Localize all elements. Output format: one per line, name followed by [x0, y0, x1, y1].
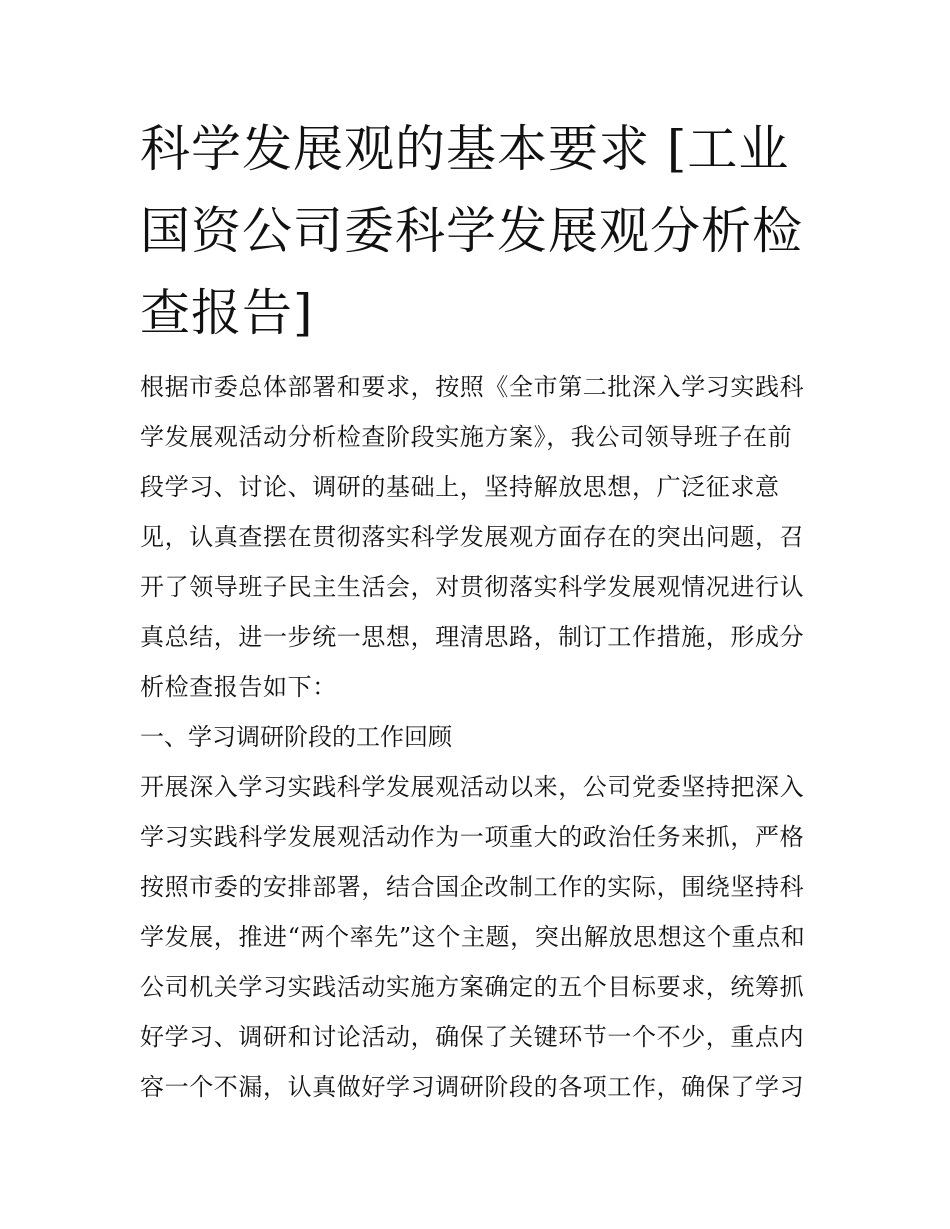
- paragraph-line: 学发展观活动分析检查阶段实施方案》，我公司领导班子在前: [140, 423, 793, 451]
- paragraph-line: 开了领导班子民主生活会，对贯彻落实科学发展观情况进行认: [140, 573, 805, 601]
- title-line: 科学发展观的基本要求 [工业: [140, 120, 790, 178]
- section-heading: 一、学习调研阶段的工作回顾: [140, 723, 452, 751]
- document-body: [140, 362, 812, 1112]
- paragraph-line: 好学习、调研和讨论活动，确保了关键环节一个不少，重点内: [140, 1023, 805, 1051]
- intro-paragraph: [140, 362, 812, 712]
- paragraph-line: 按照市委的安排部署，结合国企改制工作的实际，围绕坚持科: [140, 873, 805, 901]
- paragraph-line: 段学习、讨论、调研的基础上，坚持解放思想，广泛征求意: [140, 473, 780, 501]
- paragraph-line: 析检查报告如下：: [140, 673, 337, 701]
- paragraph-line: 学习实践科学发展观活动作为一项重大的政治任务来抓，严格: [140, 823, 805, 851]
- paragraph-line: 学发展，推进“两个率先”这个主题，突出解放思想这个重点和: [140, 923, 806, 951]
- paragraph-line: 见，认真查摆在贯彻落实科学发展观方面存在的突出问题，召: [140, 523, 805, 551]
- title-line: 国资公司委科学发展观分析检: [140, 202, 803, 260]
- paragraph-line: 开展深入学习实践科学发展观活动以来，公司党委坚持把深入: [140, 773, 805, 801]
- paragraph-line: 容一个不漏，认真做好学习调研阶段的各项工作，确保了学习: [140, 1073, 805, 1101]
- section-paragraph: [140, 762, 812, 1112]
- paragraph-line: 真总结，进一步统一思想，理清思路，制订工作措施，形成分: [140, 623, 805, 651]
- paragraph-line: 公司机关学习实践活动实施方案确定的五个目标要求，统筹抓: [140, 973, 805, 1001]
- document-title: [140, 108, 812, 354]
- title-line: 查报告]: [140, 284, 314, 342]
- document-content: [140, 108, 812, 1112]
- paragraph-line: 根据市委总体部署和要求，按照《全市第二批深入学习实践科: [140, 373, 805, 401]
